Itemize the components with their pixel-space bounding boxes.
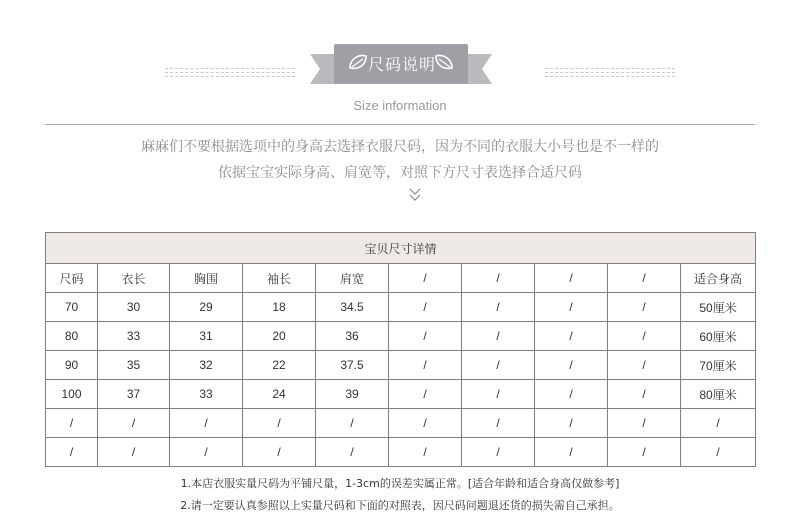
- table-cell: /: [316, 438, 389, 467]
- intro-line-1: 麻麻们不要根据选项中的身高去选择衣服尺码，因为不同的衣服大小号也是不一样的: [141, 139, 659, 155]
- table-cell: 29: [170, 293, 243, 322]
- table-cell: 22: [243, 351, 316, 380]
- column-header: /: [389, 264, 462, 293]
- table-cell: /: [389, 322, 462, 351]
- column-header: 适合身高: [681, 264, 756, 293]
- table-row: [46, 438, 756, 467]
- table-cell: /: [316, 409, 389, 438]
- table-cell: /: [389, 409, 462, 438]
- table-caption-row: [46, 233, 756, 264]
- table-cell: /: [46, 409, 98, 438]
- table-cell: 24: [243, 380, 316, 409]
- table-cell: 37.5: [316, 351, 389, 380]
- table-cell: 32: [170, 351, 243, 380]
- table-cell: /: [608, 380, 681, 409]
- table-cell: /: [535, 438, 608, 467]
- size-info-header: [0, 0, 800, 130]
- column-header: /: [608, 264, 681, 293]
- table-cell: 37: [98, 380, 170, 409]
- table-cell: /: [462, 351, 535, 380]
- table-cell: /: [535, 380, 608, 409]
- double-chevron-down-icon: [408, 186, 422, 204]
- column-header: /: [462, 264, 535, 293]
- column-header: 尺码: [46, 264, 98, 293]
- table-cell: 33: [170, 380, 243, 409]
- table-cell: 18: [243, 293, 316, 322]
- column-header: 衣长: [98, 264, 170, 293]
- column-header: 肩宽: [316, 264, 389, 293]
- table-cell: 60厘米: [681, 322, 756, 351]
- intro-line-2: 依据宝宝实际身高、肩宽等，对照下方尺寸表选择合适尺码: [218, 165, 582, 181]
- table-cell: /: [98, 409, 170, 438]
- table-caption: 宝贝尺寸详情: [46, 233, 756, 264]
- table-cell: 39: [316, 380, 389, 409]
- table-cell: 80厘米: [681, 380, 756, 409]
- table-cell: /: [389, 380, 462, 409]
- table-cell: /: [608, 409, 681, 438]
- table-cell: /: [535, 293, 608, 322]
- table-cell: /: [462, 438, 535, 467]
- table-row: [46, 380, 756, 409]
- dotted-ornament-right: [545, 66, 675, 76]
- table-cell: /: [462, 380, 535, 409]
- size-table: [45, 232, 756, 467]
- table-cell: 30: [98, 293, 170, 322]
- table-cell: /: [681, 409, 756, 438]
- table-cell: /: [46, 438, 98, 467]
- table-cell: 80: [46, 322, 98, 351]
- section-title: 尺码说明: [367, 55, 436, 74]
- table-cell: /: [389, 438, 462, 467]
- table-cell: /: [170, 409, 243, 438]
- table-row: [46, 293, 756, 322]
- table-header-row: [46, 264, 756, 293]
- table-cell: /: [243, 438, 316, 467]
- table-cell: /: [608, 351, 681, 380]
- table-cell: /: [98, 438, 170, 467]
- note-line-1: 1.本店衣服实量尺码为平铺尺量，1-3cm的误差实属正常。[适合年龄和适合身高仅做参考]: [180, 477, 620, 490]
- note-line-2: 2.请一定要认真参照以上实量尺码和下面的对照表，因尺码问题退还货的损失需自己承担。: [180, 499, 620, 512]
- table-cell: /: [608, 293, 681, 322]
- column-header: /: [535, 264, 608, 293]
- divider: [45, 124, 755, 125]
- table-cell: /: [389, 293, 462, 322]
- table-cell: /: [535, 409, 608, 438]
- table-cell: 36: [316, 322, 389, 351]
- table-cell: 33: [98, 322, 170, 351]
- table-cell: 90: [46, 351, 98, 380]
- table-cell: /: [681, 438, 756, 467]
- table-cell: 100: [46, 380, 98, 409]
- table-cell: 35: [98, 351, 170, 380]
- table-cell: /: [243, 409, 316, 438]
- table-cell: /: [535, 351, 608, 380]
- table-cell: 70: [46, 293, 98, 322]
- table-cell: 70厘米: [681, 351, 756, 380]
- dotted-ornament-left: [165, 66, 295, 76]
- table-cell: 34.5: [316, 293, 389, 322]
- section-subtitle: Size information: [353, 98, 447, 113]
- table-cell: /: [462, 409, 535, 438]
- table-row: [46, 409, 756, 438]
- table-cell: /: [389, 351, 462, 380]
- table-cell: /: [608, 438, 681, 467]
- table-cell: 31: [170, 322, 243, 351]
- table-cell: /: [462, 293, 535, 322]
- table-row: [46, 351, 756, 380]
- table-cell: /: [608, 322, 681, 351]
- table-cell: /: [535, 322, 608, 351]
- table-cell: /: [462, 322, 535, 351]
- column-header: 袖长: [243, 264, 316, 293]
- table-cell: /: [170, 438, 243, 467]
- table-cell: 20: [243, 322, 316, 351]
- table-cell: 50厘米: [681, 293, 756, 322]
- table-row: [46, 322, 756, 351]
- column-header: 胸围: [170, 264, 243, 293]
